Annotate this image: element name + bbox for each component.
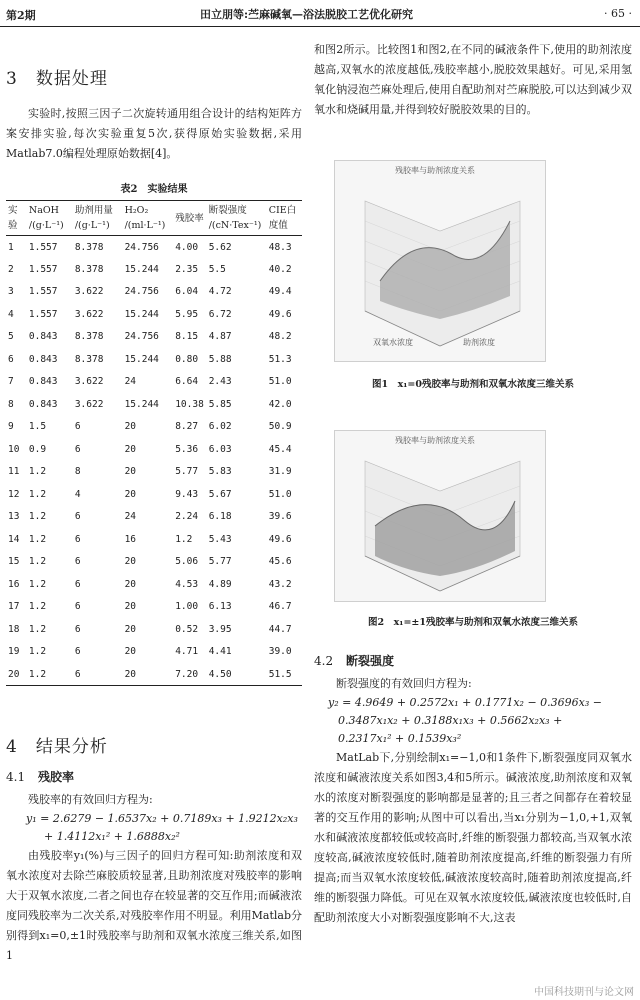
table-cell: 20 [124,421,137,433]
table-cell: 48.2 [268,331,292,343]
analysis-paragraph: 由残胶率y₁(%)与三因子的回归方程可知:助剂浓度和双氧水浓度对去除苎麻胶质较显著,且助剂浓度对残胶率的影响大于双氧水浓度,二者之间也存在较显著的交互作用;而碱液浓度同残胶率为二次关系,对残胶率作用不明显。利用Matlab分别得到x₁=0,±1时残胶率与助剂和双氧水浓度三维关系,如图1 [6,849,302,962]
table-cell: 12 [8,488,20,500]
table-cell: 5.43 [208,533,232,545]
table-cell: 5.62 [208,241,232,253]
table-cell: 39.0 [268,646,292,658]
figure-1-caption: 图1 x₁=0残胶率与助剂和双氧水浓度三维关系 [371,379,574,390]
table-cell: 2.35 [175,263,199,275]
table-cell: 49.6 [268,308,292,320]
section-3-heading: 3 数据处理 [6,69,108,89]
table-cell: 6 [74,556,81,568]
table-cell: 5.83 [208,466,232,478]
subsection-4-2-heading: 4.2 断裂强度 [314,654,395,668]
table-cell: 20 [124,668,137,680]
table-cell: 49.6 [268,533,292,545]
table-cell: 1.2 [28,623,47,635]
table-row [6,371,302,394]
table-cell: 19 [8,646,20,658]
table-cell: 15.244 [124,308,159,320]
table-cell: 4.89 [208,578,232,590]
table-cell: 10 [8,443,20,455]
table-cell: 6 [74,623,81,635]
table-row [6,326,302,349]
col-header: 助剂用量 /(g·L⁻¹) [74,205,113,231]
table-cell: 45.4 [268,443,292,455]
table-cell: 4.71 [175,646,199,658]
table-cell: 4.72 [208,286,232,298]
table-cell: 1.2 [28,578,47,590]
table-cell: 1.00 [175,601,199,613]
table-cell: 13 [8,511,20,523]
table-cell: 8 [8,398,14,410]
table-cell: 7 [8,376,14,388]
table-cell: 44.7 [268,623,292,635]
table-cell: 20 [124,466,137,478]
figure-2-surface-plot [334,430,546,602]
table-cell: 20 [124,488,137,500]
table-row [6,258,302,281]
table-row [6,663,302,686]
table-cell: 9.43 [175,488,199,500]
section-4-heading: 4 结果分析 [6,737,108,757]
table-cell: 20 [124,556,137,568]
table-cell: 20 [124,601,137,613]
table-cell: 8.378 [74,353,104,365]
table-cell: 6.64 [175,376,199,388]
table-cell: 4 [8,308,14,320]
table-cell: 4.00 [175,241,199,253]
table-cell: 15.244 [124,353,159,365]
table-cell: 2.24 [175,511,199,523]
table-cell: 20 [124,578,137,590]
table-cell: 1.2 [28,601,47,613]
equation-line: + 1.4112x₁² + 1.6888x₂² [44,830,180,843]
table-cell: 8 [74,466,81,478]
table-cell: 1.2 [28,556,47,568]
table-cell: 4.87 [208,331,232,343]
table-cell: 8.378 [74,263,104,275]
watermark: 中国科技期刊与论文网 [534,987,634,998]
table-cell: 6.72 [208,308,232,320]
analysis-paragraph: MatLab下,分别绘制x₁=−1,0和1条件下,断裂强度同双氧水浓度和碱液浓度关系如图3,4和5所示。碱液浓度,助剂浓度和双氧水的浓度对断裂强度的影响都是显著的;且三者之间都存在着较显著的交互作用的影响;从图中可以看出,当x₁分别为−1,0,+1,双氧水和碱液浓度都较低或较高时,纤维的断裂强力都较高,当双氧水浓度较高,碱液浓度较低时,随着助剂浓度提高,纤维的断裂强力有所提高;而当双氧水浓度较低,碱液浓度较高时,随着助剂浓度提高,纤维的断裂强力降低。可见在双氧水浓度较低,碱液浓度也较低时,自配助剂浓度大小对断裂强度影响不大,这表 [314,751,632,924]
table-cell: 39.6 [268,511,292,523]
table-cell: 43.2 [268,578,292,590]
table-cell: 51.5 [268,668,292,680]
table-cell: 1.5 [28,421,47,433]
table-cell: 1.2 [28,646,47,658]
col-header: CIE白 度值 [268,205,297,231]
table-row [6,506,302,529]
col-header: NaOH /(g·L⁻¹) [28,205,64,231]
table-cell: 0.843 [28,353,58,365]
table-cell: 5.88 [208,353,232,365]
table-cell: 31.9 [268,466,292,478]
issue-number: 第2期 [6,9,36,22]
col-header: 实 验 [8,205,18,231]
surface-plot-graphic [335,431,545,601]
table-cell: 48.3 [268,241,292,253]
table-cell: 5.36 [175,443,199,455]
table-cell: 20 [124,623,137,635]
table-cell: 45.6 [268,556,292,568]
table-cell: 5.67 [208,488,232,500]
table-cell: 6.13 [208,601,232,613]
table-cell: 20 [8,668,20,680]
table-cell: 6 [74,533,81,545]
equation-line: y₂ = 4.9649 + 0.2572x₁ + 0.1771x₂ − 0.3696x₃ − [328,696,602,709]
table-row [6,528,302,551]
table-cell: 5.77 [208,556,232,568]
table-cell: 6 [74,578,81,590]
table-cell: 0.843 [28,376,58,388]
table-cell: 6 [74,511,81,523]
table-cell: 1.557 [28,308,58,320]
table-row [6,281,302,304]
table-cell: 5.95 [175,308,199,320]
table-cell: 6 [74,601,81,613]
table-cell: 20 [124,646,137,658]
equation-line: 0.2317x₁² + 0.1539x₃² [338,732,462,745]
table-caption: 表2 实验结果 [120,184,188,195]
table-cell: 3.95 [208,623,232,635]
table-cell: 24.756 [124,331,159,343]
table-cell: 5.85 [208,398,232,410]
table-row [6,236,302,259]
table-cell: 0.843 [28,398,58,410]
table-cell: 16 [124,533,137,545]
table-cell: 49.4 [268,286,292,298]
table-cell: 5.5 [208,263,226,275]
table-row [6,551,302,574]
table-cell: 1.2 [28,466,47,478]
table-cell: 4.53 [175,578,199,590]
section-3-paragraph: 实验时,按照三因子二次旋转通用组合设计的结构矩阵方案安排实验,每次实验重复5次,获得原始实验数据,采用Matlab7.0编程处理原始数据[4]。 [6,107,302,160]
table-cell: 46.7 [268,601,292,613]
regression-intro: 残胶率的有效回归方程为: [28,793,153,806]
table-cell: 10.38 [175,398,204,410]
table-cell: 15 [8,556,20,568]
subsection-4-2-body [314,674,632,928]
table-cell: 0.9 [28,443,47,455]
table-cell: 5 [8,331,14,343]
table-row [6,641,302,664]
axis-label: 助剂浓度 [463,338,495,347]
table-cell: 3.622 [74,376,104,388]
table-cell: 1.2 [175,533,193,545]
right-intro-paragraph: 和图2所示。比较图1和图2,在不同的碱液条件下,使用的助剂浓度越高,双氧水的浓度越低,残胶率越小,脱胶效果越好。可见,采用氢氧化钠浸泡苎麻处理后,使用自配助剂对苎麻脱胶,可以达到减少双氧水和烧碱用量,并得到较好脱胶效果的目的。 [314,43,632,116]
table-cell: 6 [8,353,14,365]
table-row [6,618,302,641]
table-cell: 6.18 [208,511,232,523]
table-cell: 24.756 [124,241,159,253]
table-cell: 50.9 [268,421,292,433]
table-cell: 6.04 [175,286,199,298]
table-cell: 1.557 [28,241,58,253]
col-header: H₂O₂ /(ml·L⁻¹) [124,205,166,231]
table-cell: 1.2 [28,668,47,680]
table-cell: 18 [8,623,20,635]
table-header-row [6,201,302,236]
table-row [6,348,302,371]
table-cell: 8.27 [175,421,199,433]
table-row [6,461,302,484]
table-cell: 24 [124,376,137,388]
table-cell: 1.557 [28,263,58,275]
table-cell: 4.50 [208,668,232,680]
table-cell: 6 [74,646,81,658]
col-header: 断裂强度 /(cN·Tex⁻¹) [208,205,262,231]
subsection-4-1-body [6,790,302,966]
running-header [0,0,640,27]
table-cell: 5.06 [175,556,199,568]
table-cell: 8.378 [74,331,104,343]
table-cell: 42.0 [268,398,292,410]
table-cell: 1.557 [28,286,58,298]
table-cell: 24 [124,511,137,523]
figure-2-caption: 图2 x₁=±1残胶率与助剂和双氧水浓度三维关系 [368,617,578,628]
table-row [6,438,302,461]
table-cell: 8.378 [74,241,104,253]
table-cell: 5.77 [175,466,199,478]
table-cell: 0.80 [175,353,199,365]
table-cell: 1.2 [28,511,47,523]
equation-line: 0.3487x₁x₂ + 0.3188x₁x₃ + 0.5662x₂x₃ + [338,714,563,727]
table-row [6,596,302,619]
table-cell: 20 [124,443,137,455]
table-cell: 14 [8,533,20,545]
table-cell: 3 [8,286,14,298]
table-cell: 40.2 [268,263,292,275]
axis-label: 双氧水浓度 [373,338,413,347]
table-cell: 15.244 [124,398,159,410]
table-cell: 6.02 [208,421,232,433]
table-cell: 6 [74,421,81,433]
table-cell: 0.52 [175,623,199,635]
table-cell: 2 [8,263,14,275]
table-cell: 6.03 [208,443,232,455]
page-number: · 65 · [604,7,632,20]
figure-inner-title: 残胶率与助剂浓度关系 [395,436,475,445]
table-cell: 2.43 [208,376,232,388]
table-cell: 1.2 [28,488,47,500]
table-cell: 4 [74,488,81,500]
table-cell: 1 [8,241,14,253]
table-row [6,573,302,596]
table-cell: 6 [74,668,81,680]
table-row [6,393,302,416]
results-table [6,200,302,686]
table-cell: 51.3 [268,353,292,365]
table-cell: 9 [8,421,14,433]
table-cell: 17 [8,601,20,613]
figure-inner-title: 残胶率与助剂浓度关系 [395,166,475,175]
table-cell: 24.756 [124,286,159,298]
table-cell: 7.20 [175,668,199,680]
surface-plot-graphic [335,161,545,361]
running-title: 田立朋等:苎麻碱氧—浴法脱胶工艺优化研究 [200,8,414,21]
table-cell: 0.843 [28,331,58,343]
table-row [6,416,302,439]
equation-line: y₁ = 2.6279 − 1.6537x₂ + 0.7189x₃ + 1.9212x₂x₃ [26,812,298,825]
figure-1-surface-plot [334,160,546,362]
table-cell: 3.622 [74,398,104,410]
table-cell: 8.15 [175,331,199,343]
table-cell: 6 [74,443,81,455]
col-header: 残胶率 [175,212,204,224]
table-cell: 4.41 [208,646,232,658]
table-cell: 11 [8,466,20,478]
table-cell: 51.0 [268,488,292,500]
table-row [6,483,302,506]
table-cell: 51.0 [268,376,292,388]
table-cell: 3.622 [74,308,104,320]
table-cell: 1.2 [28,533,47,545]
regression-intro: 断裂强度的有效回归方程为: [336,677,472,690]
subsection-4-1-heading: 4.1 残胶率 [6,770,75,784]
table-cell: 16 [8,578,20,590]
table-cell: 15.244 [124,263,159,275]
table-cell: 3.622 [74,286,104,298]
table-row [6,303,302,326]
